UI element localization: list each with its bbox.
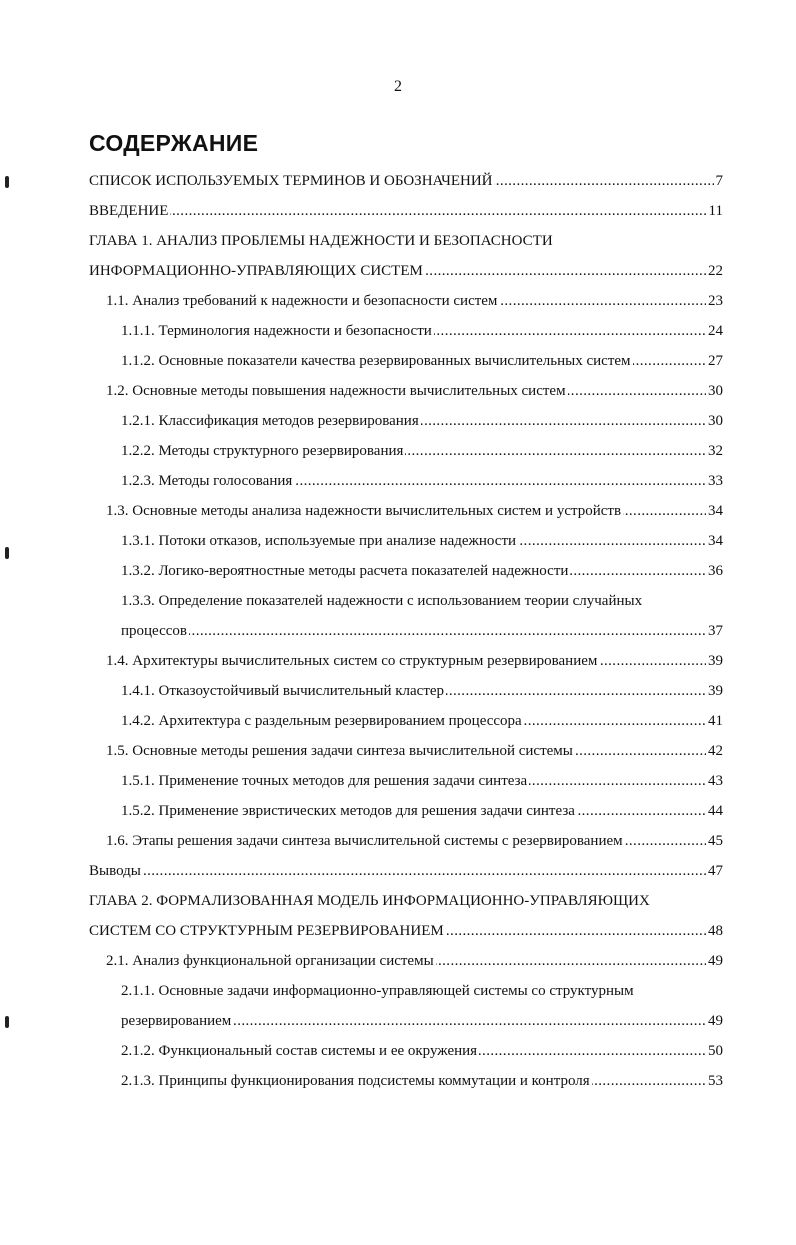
toc-entry (89, 766, 723, 796)
toc-entry-title: 2.1. Анализ функциональной организации системы (106, 953, 434, 969)
margin-mark (5, 1016, 9, 1028)
toc-entry-title: ГЛАВА 2. ФОРМАЛИЗОВАННАЯ МОДЕЛЬ ИНФОРМАЦИОННО-УПРАВЛЯЮЩИХ (89, 893, 650, 909)
toc-entry-page: 32 (706, 436, 723, 466)
toc-entry (89, 166, 723, 196)
toc-entry-title: 1.5.1. Применение точных методов для решения задачи синтеза (121, 773, 528, 789)
toc-entry-page: 22 (706, 256, 723, 286)
toc-entry (89, 736, 723, 766)
toc-entry-page: 30 (706, 406, 723, 436)
dot-leader (89, 196, 723, 226)
toc-entry-page: 37 (706, 616, 723, 646)
toc-entry-title: 1.3.1. Потоки отказов, используемые при анализе надежности (121, 533, 517, 549)
toc-entry-page: 23 (706, 286, 723, 316)
toc-entry (89, 436, 723, 466)
toc-entry-title: 1.2.3. Методы голосования (121, 473, 293, 489)
toc-entry (89, 946, 723, 976)
toc-entry-title: 1.2.2. Методы структурного резервирования (121, 443, 404, 459)
toc-entry (89, 1066, 723, 1096)
page-number: 2 (394, 78, 402, 95)
toc-entry-title: 2.1.2. Функциональный состав системы и ее окружения (121, 1043, 478, 1059)
toc-entry-title: процессов (121, 623, 187, 639)
toc-entry-page: 27 (706, 346, 723, 376)
toc-entry-page: 34 (706, 526, 723, 556)
toc-entry (89, 916, 723, 946)
toc-entry (89, 466, 723, 496)
toc-entry-title: Выводы (89, 863, 141, 879)
toc-entry-title: 1.3.3. Определение показателей надежности с использованием теории случайных (121, 593, 643, 609)
toc-entry (89, 886, 723, 916)
toc-entry-title: СИСТЕМ СО СТРУКТУРНЫМ РЕЗЕРВИРОВАНИЕМ (89, 923, 444, 939)
toc-entry-page: 24 (706, 316, 723, 346)
toc-entry-title: СПИСОК ИСПОЛЬЗУЕМЫХ ТЕРМИНОВ И ОБОЗНАЧЕНИЙ (89, 173, 493, 189)
toc-entry (89, 376, 723, 406)
toc-entry (89, 856, 723, 886)
toc-entry-page: 39 (706, 676, 723, 706)
toc-entry-title: 1.5. Основные методы решения задачи синтеза вычислительной системы (106, 743, 573, 759)
page-title: СОДЕРЖАНИЕ (89, 130, 259, 156)
toc-entry-title: 1.3. Основные методы анализа надежности вычислительных систем и устройств (106, 503, 622, 519)
toc-entry-title: 1.1.1. Терминология надежности и безопасности (121, 323, 432, 339)
toc-entry-title: 2.1.1. Основные задачи информационно-управляющей системы со структурным (121, 983, 634, 999)
dot-leader (89, 856, 723, 886)
toc-entry-title: 1.1.2. Основные показатели качества резервированных вычислительных систем (121, 353, 631, 369)
toc-entry (89, 316, 723, 346)
toc-entry-title: 1.2.1. Классификация методов резервирования (121, 413, 419, 429)
toc-entry-title: 1.6. Этапы решения задачи синтеза вычислительной системы с резервированием (106, 833, 623, 849)
toc-entry (89, 1006, 723, 1036)
margin-mark (5, 547, 9, 559)
toc-entry (89, 976, 723, 1006)
toc-entry-title: ВВЕДЕНИЕ (89, 203, 169, 219)
toc-entry-title: ИНФОРМАЦИОННО-УПРАВЛЯЮЩИХ СИСТЕМ (89, 263, 423, 279)
toc-entry (89, 256, 723, 286)
toc-entry-page: 43 (706, 766, 723, 796)
toc-entry (89, 346, 723, 376)
toc-entry-page: 48 (706, 916, 723, 946)
toc-entry-page: 11 (707, 196, 723, 226)
toc-entry-page: 33 (706, 466, 723, 496)
toc-entry (89, 616, 723, 646)
toc-entry (89, 286, 723, 316)
toc-entry (89, 556, 723, 586)
toc-entry (89, 196, 723, 226)
toc-entry (89, 526, 723, 556)
toc-entry-title: резервированием (121, 1013, 232, 1029)
toc-entry-page: 50 (706, 1036, 723, 1066)
toc-entry-page: 34 (706, 496, 723, 526)
toc-entry-page: 49 (706, 1006, 723, 1036)
toc-entry-page: 53 (706, 1066, 723, 1096)
table-of-contents (89, 166, 723, 1096)
toc-entry (89, 826, 723, 856)
toc-entry-page: 36 (706, 556, 723, 586)
toc-entry-page: 45 (706, 826, 723, 856)
toc-entry (89, 586, 723, 616)
toc-entry-page: 30 (706, 376, 723, 406)
toc-entry (89, 646, 723, 676)
toc-entry-page: 49 (706, 946, 723, 976)
toc-entry (89, 1036, 723, 1066)
toc-entry-title: 1.4.2. Архитектура с раздельным резервированием процессора (121, 713, 522, 729)
margin-mark (5, 176, 9, 188)
toc-entry (89, 496, 723, 526)
toc-entry (89, 676, 723, 706)
dot-leader (121, 616, 723, 646)
toc-entry-page: 42 (706, 736, 723, 766)
toc-entry (89, 406, 723, 436)
toc-entry-title: 1.1. Анализ требований к надежности и безопасности систем (106, 293, 498, 309)
toc-entry-title: 1.2. Основные методы повышения надежности вычислительных систем (106, 383, 566, 399)
toc-entry-page: 41 (706, 706, 723, 736)
toc-entry-title: 1.4. Архитектуры вычислительных систем со структурным резервированием (106, 653, 598, 669)
toc-entry-page: 47 (706, 856, 723, 886)
toc-entry (89, 706, 723, 736)
toc-entry-title: 1.3.2. Логико-вероятностные методы расчета показателей надежности (121, 563, 569, 579)
toc-entry-page: 39 (706, 646, 723, 676)
toc-entry-title: 1.4.1. Отказоустойчивый вычислительный кластер (121, 683, 445, 699)
toc-entry-page: 44 (706, 796, 723, 826)
toc-entry-title: 1.5.2. Применение эвристических методов для решения задачи синтеза (121, 803, 575, 819)
toc-entry-title: 2.1.3. Принципы функционирования подсистемы коммутации и контроля (121, 1073, 590, 1089)
toc-entry-page: 7 (714, 166, 724, 196)
toc-entry-title: ГЛАВА 1. АНАЛИЗ ПРОБЛЕМЫ НАДЕЖНОСТИ И БЕЗОПАСНОСТИ (89, 233, 553, 249)
toc-entry (89, 796, 723, 826)
toc-entry (89, 226, 723, 256)
